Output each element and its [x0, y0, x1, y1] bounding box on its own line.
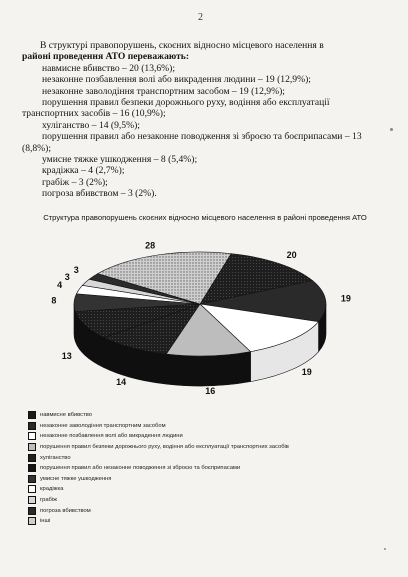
legend-label: умисне тяжке ушкодження — [40, 475, 112, 482]
pie-slice-side — [166, 352, 250, 386]
list-item: незаконне заволодіння транспортним засобом – 19 (12,9%); — [42, 85, 285, 97]
list-item: грабіж – 3 (2%); — [42, 176, 108, 188]
legend-label: погроза вбивством — [40, 507, 91, 514]
pie-data-label: 14 — [116, 376, 127, 387]
legend-label: хуліганство — [40, 454, 71, 461]
page-number: 2 — [198, 12, 203, 23]
legend-label: незаконне заволодіння транспортним засобом — [40, 422, 166, 429]
pie-data-label: 8 — [51, 295, 57, 306]
legend-swatch — [28, 454, 36, 462]
list-item: умисне тяжке ушкодження – 8 (5,4%); — [42, 154, 198, 166]
list-item: порушення правил або незаконне поводження зі зброєю та боєприпасами – 13 (8,8%); — [22, 131, 362, 154]
pie-data-label: 20 — [286, 250, 297, 260]
list-item: порушення правил безпеки дорожнього руху, водіння або експлуатації транспортних засобів – 16 (10,9%); — [22, 97, 330, 120]
legend-label: грабіж — [40, 497, 58, 504]
intro-line-1: В структурі правопорушень, скоєних відносно місцевого населення в — [40, 40, 324, 51]
chart-title: Структура правопорушень скоєних відносно місцевого населення в районі проведення АТО — [43, 213, 367, 222]
legend-item — [28, 516, 388, 527]
legend-label: навмисне вбивство — [40, 412, 92, 419]
chart-legend — [28, 410, 388, 527]
legend-item — [28, 484, 388, 495]
pie-data-label: 3 — [64, 271, 70, 282]
intro-line-2: районі проведення АТО переважають: — [22, 51, 190, 63]
pie-data-label: 19 — [301, 367, 312, 378]
legend-label: інші — [40, 518, 51, 525]
list-item: погроза вбивством – 3 (2%). — [42, 188, 157, 200]
legend-item — [28, 463, 388, 474]
legend-item — [28, 410, 388, 421]
legend-label: порушення правил безпеки дорожнього руху, водіння або експлуатації транспортних засобів — [40, 444, 289, 451]
pie-data-label: 4 — [57, 280, 63, 291]
pie-data-label: 28 — [145, 240, 156, 251]
pie-data-label: 13 — [61, 350, 72, 361]
scan-speck — [390, 128, 393, 131]
legend-item — [28, 505, 388, 516]
body-text — [22, 40, 378, 200]
legend-label: незаконне позбавлення волі або викрадення людини — [40, 433, 183, 440]
legend-swatch — [28, 432, 36, 440]
legend-swatch — [28, 443, 36, 451]
pie-chart — [0, 238, 408, 408]
legend-swatch — [28, 517, 36, 525]
list-item: навмисне вбивство – 20 (13,6%); — [42, 62, 176, 74]
legend-label: крадіжка — [40, 486, 64, 493]
list-item: хуліганство – 14 (9,5%); — [42, 119, 140, 131]
pie-data-label: 3 — [73, 265, 79, 275]
legend-item — [28, 495, 388, 506]
legend-swatch — [28, 422, 36, 430]
legend-item — [28, 442, 388, 453]
legend-item — [28, 474, 388, 485]
list-item: крадіжка – 4 (2,7%); — [42, 165, 125, 177]
legend-label: порушення правил або незаконне поводження зі зброєю та боєприпасами — [40, 465, 241, 472]
legend-swatch — [28, 507, 36, 515]
legend-swatch — [28, 496, 36, 504]
legend-swatch — [28, 475, 36, 483]
legend-item — [28, 421, 388, 432]
legend-item — [28, 431, 388, 442]
pie-data-label: 16 — [205, 386, 216, 397]
legend-item — [28, 452, 388, 463]
legend-swatch — [28, 464, 36, 472]
scan-speck — [384, 548, 386, 550]
legend-swatch — [28, 485, 36, 493]
list-item: незаконне позбавлення волі або викрадення людини – 19 (12,9%); — [42, 74, 311, 86]
pie-data-label: 19 — [340, 293, 351, 304]
legend-swatch — [28, 411, 36, 419]
